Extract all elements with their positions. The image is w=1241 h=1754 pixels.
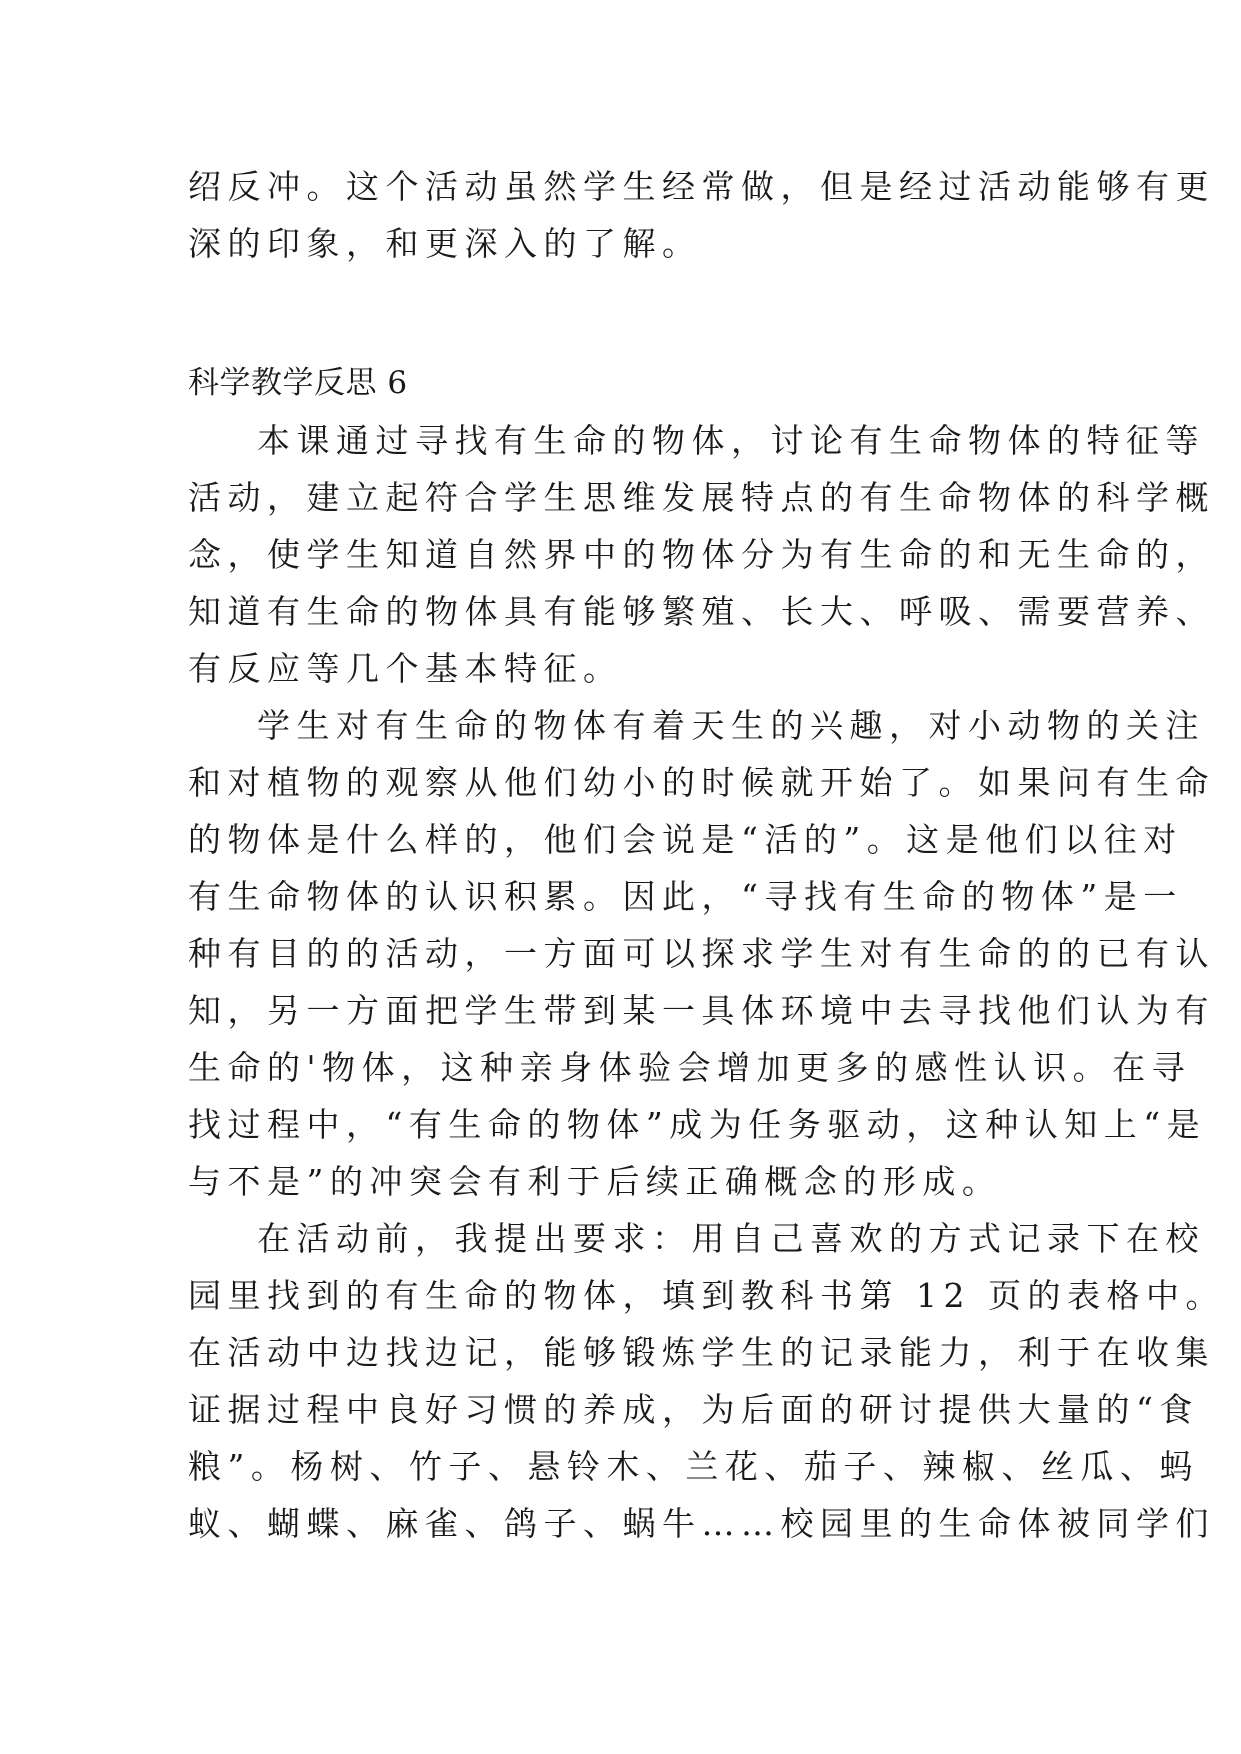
paragraph-line: 活动，建立起符合学生思维发展特点的有生命物体的科学概	[188, 478, 1215, 517]
paragraph-line: 粮”。杨树、竹子、悬铃木、兰花、茄子、辣椒、丝瓜、蚂	[188, 1447, 1199, 1486]
paragraph-line: 的物体是什么样的，他们会说是“活的”。这是他们以往对	[188, 820, 1183, 859]
paragraph-1	[188, 412, 1215, 697]
paragraph-line: 有生命物体的认识积累。因此，“寻找有生命的物体”是一	[188, 877, 1183, 916]
paragraph-line: 念，使学生知道自然界中的物体分为有生命的和无生命的，	[188, 535, 1215, 574]
paragraph-line: 蚁、蝴蝶、麻雀、鸽子、蜗牛……校园里的生命体被同学们	[188, 1504, 1215, 1543]
paragraph-line: 有反应等几个基本特征。	[188, 649, 623, 688]
paragraph-line: 在活动前，我提出要求：用自己喜欢的方式记录下在校	[257, 1219, 1205, 1258]
paragraph-3	[188, 1210, 1225, 1552]
section-title: 科学教学反思 6	[188, 365, 408, 401]
intro-paragraph	[188, 158, 1215, 272]
paragraph-line: 知道有生命的物体具有能够繁殖、长大、呼吸、需要营养、	[188, 592, 1215, 631]
paragraph-line: 生命的'物体，这种亲身体验会增加更多的感性认识。在寻	[188, 1048, 1192, 1087]
paragraph-line: 在活动中边找边记，能够锻炼学生的记录能力，利于在收集	[188, 1333, 1215, 1372]
paragraph-line: 种有目的的活动，一方面可以探求学生对有生命的的已有认	[188, 934, 1215, 973]
paragraph-line: 与不是”的冲突会有利于后续正确概念的形成。	[188, 1162, 1002, 1201]
paragraph-line: 证据过程中良好习惯的养成，为后面的研讨提供大量的“食	[188, 1390, 1199, 1429]
paragraph-2	[188, 697, 1215, 1210]
paragraph-line: 找过程中，“有生命的物体”成为任务驱动，这种认知上“是	[188, 1105, 1207, 1144]
paragraph-line: 学生对有生命的物体有着天生的兴趣，对小动物的关注	[257, 706, 1205, 745]
paragraph-line: 园里找到的有生命的物体，填到教科书第 12 页的表格中。	[188, 1276, 1225, 1315]
paragraph-line: 绍反冲。这个活动虽然学生经常做，但是经过活动能够有更	[188, 167, 1215, 206]
paragraph-line: 本课通过寻找有生命的物体，讨论有生命物体的特征等	[257, 421, 1205, 460]
paragraph-line: 深的印象，和更深入的了解。	[188, 224, 702, 263]
paragraph-spacer	[188, 272, 1068, 355]
document-body	[188, 158, 1225, 1552]
paragraph-line: 和对植物的观察从他们幼小的时候就开始了。如果问有生命	[188, 763, 1215, 802]
paragraph-line: 知，另一方面把学生带到某一具体环境中去寻找他们认为有	[188, 991, 1215, 1030]
